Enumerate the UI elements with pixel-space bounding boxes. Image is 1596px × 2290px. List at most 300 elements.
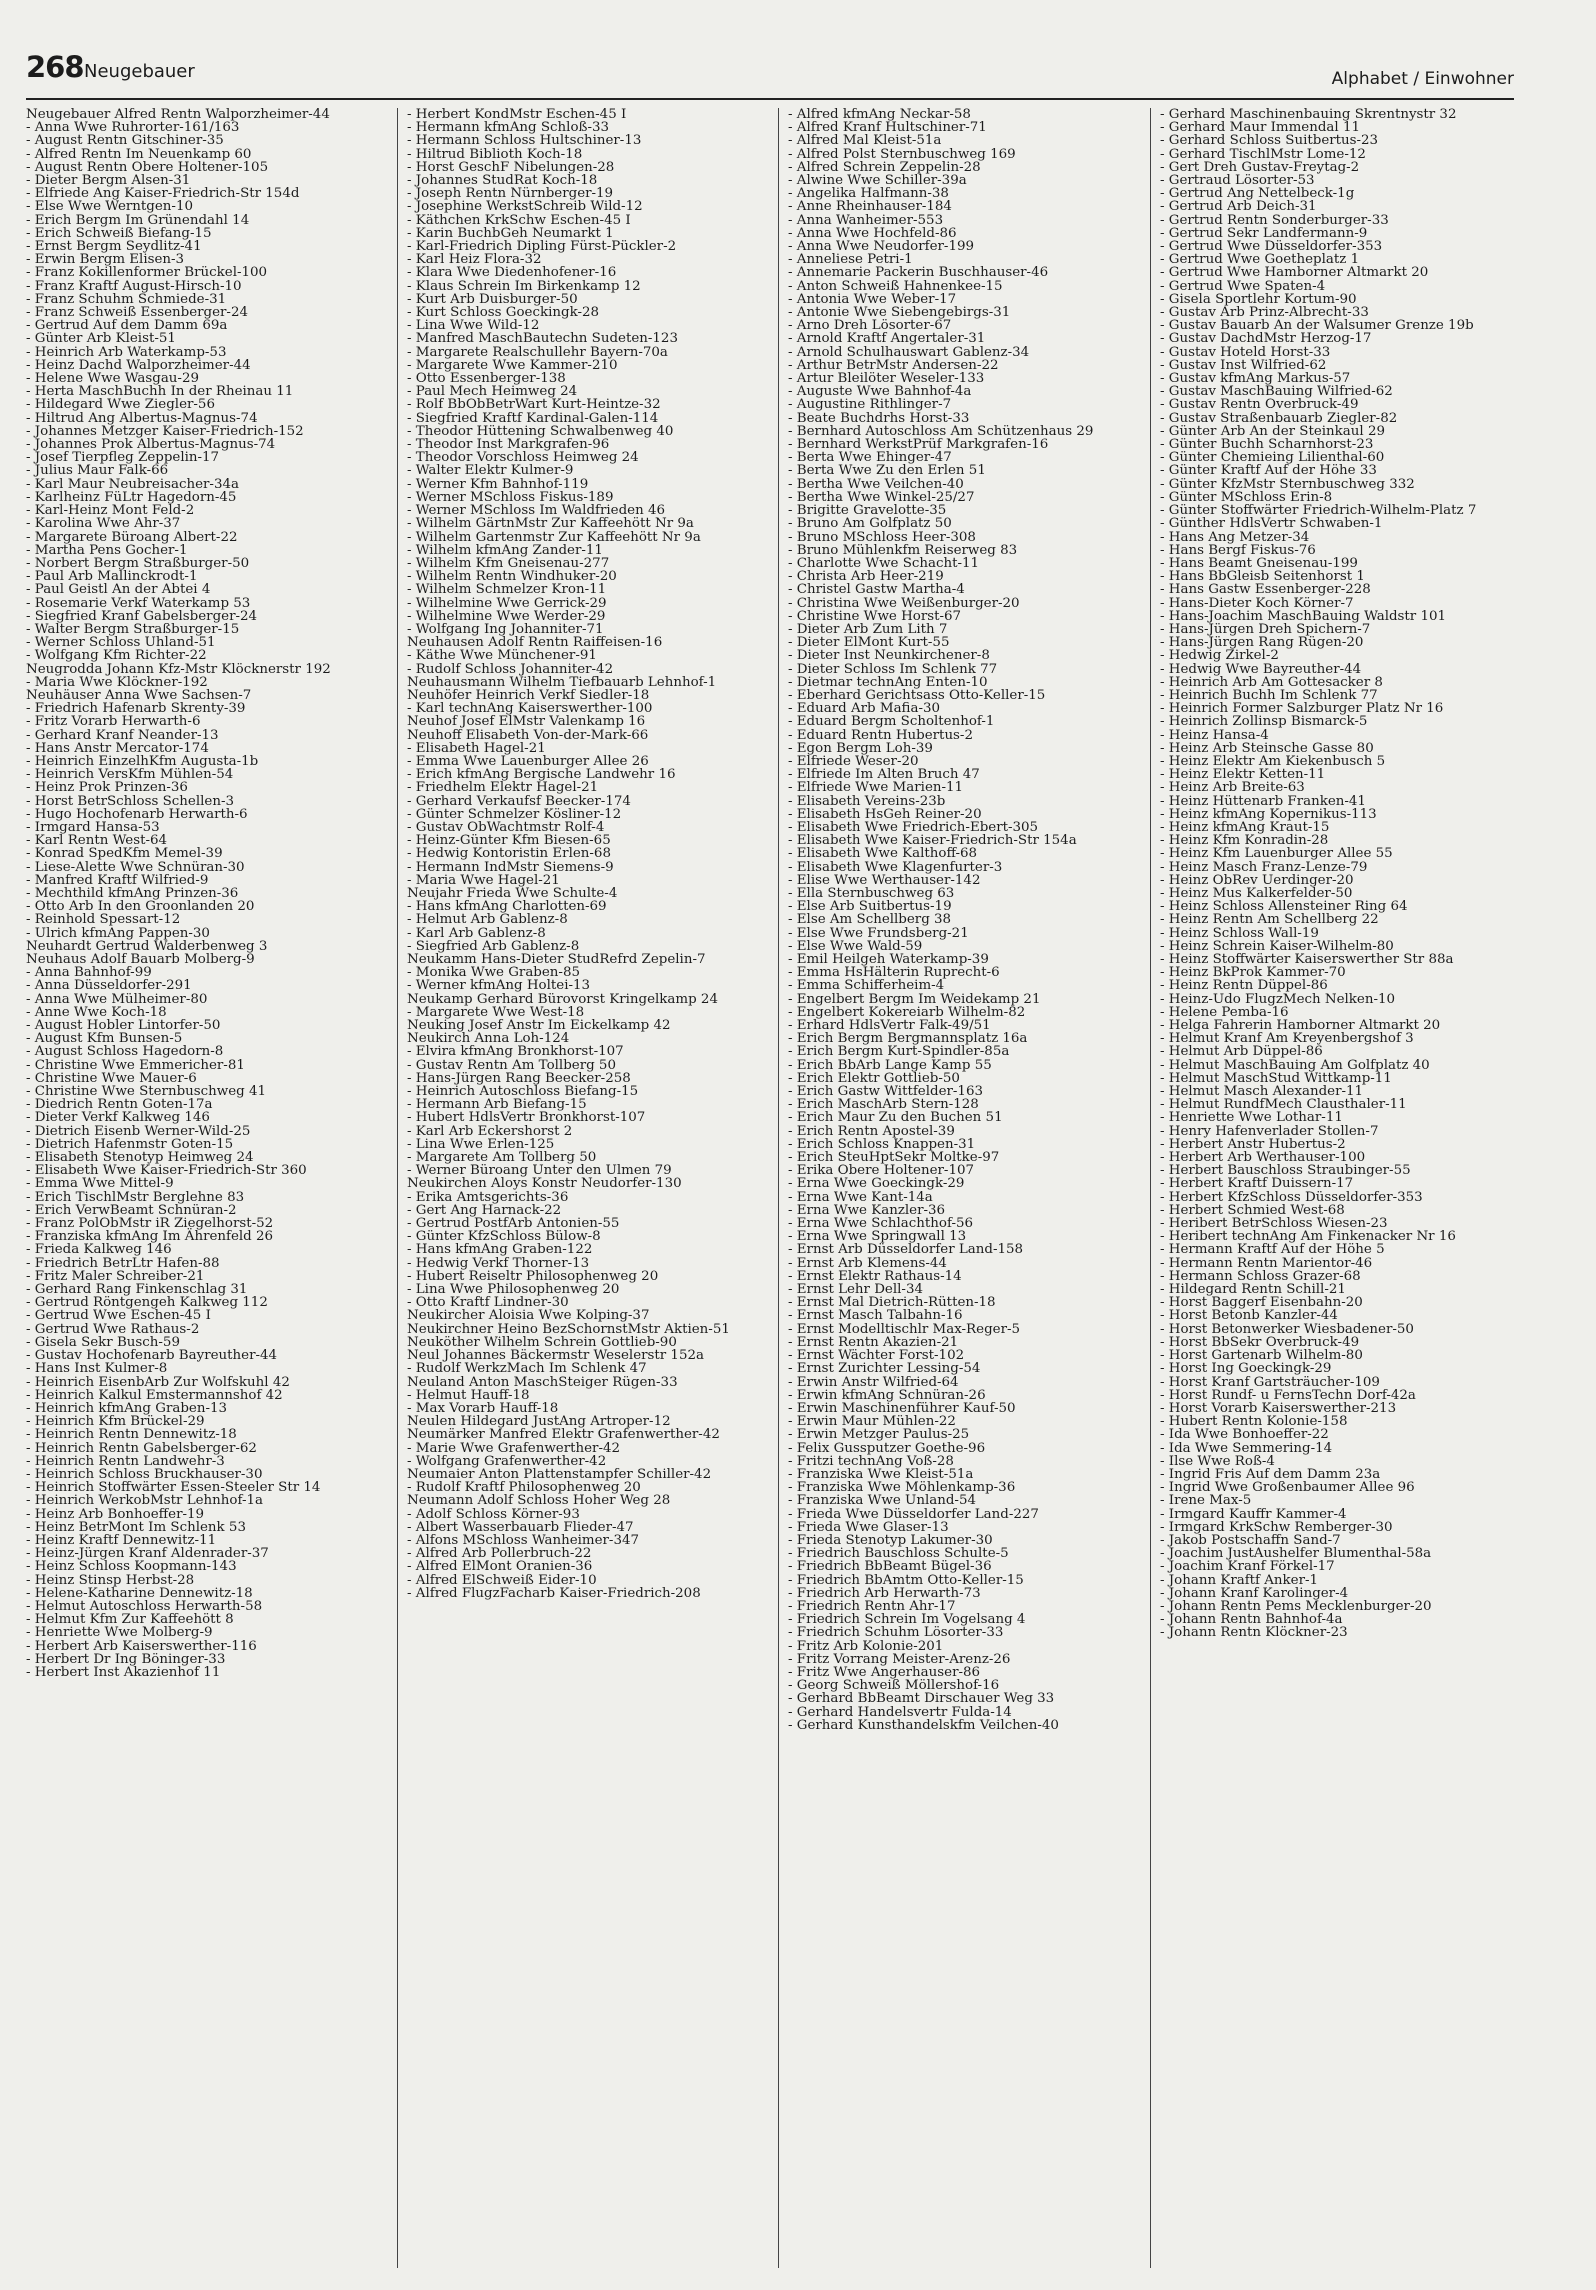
directory-entry: - Horst Baggerf Eisenbahn-20 [1160,1295,1363,1311]
directory-entry: - Heinz Schloss Wall-19 [1160,925,1319,941]
directory-entry: - Konrad SpedKfm Memel-39 [26,846,223,862]
running-head-name: Neugebauer [84,61,195,82]
directory-entry: - Hildegard Rentn Schill-21 [1160,1282,1346,1298]
directory-entry: - Wilhelm kfmAng Zander-11 [407,542,603,558]
directory-entry: - Erich Bergm Kurt-Spindler-85a [788,1044,1010,1060]
directory-entry: - Friedrich Bauschloss Schulte-5 [788,1546,1009,1562]
directory-entry: - Bertha Wwe Winkel-25/27 [788,489,975,505]
header-rule [26,98,1514,100]
directory-entry: - Herbert Dr Ing Böninger-33 [26,1651,226,1667]
directory-entry: - Horst BetrSchloss Schellen-3 [26,793,234,809]
column-divider [1150,108,1151,2268]
directory-entry: - Anneliese Petri-1 [788,252,913,268]
directory-entry: - Heinz Hansa-4 [1160,727,1269,743]
directory-entry: - Hans Anstr Mercator-174 [26,740,209,756]
directory-entry: - Heinrich Rentn Gabelsberger-62 [26,1440,257,1456]
directory-entry: - Manfred MaschBautechn Sudeten-123 [407,331,678,347]
directory-entry: - Erich Bergm Im Grünendahl 14 [26,212,250,228]
directory-entry: Neul Johannes Bäckermstr Weselerstr 152a [407,1348,704,1364]
directory-entry: - Ernst Arb Klemens-44 [788,1255,947,1271]
directory-entry: - Rudolf Schloss Johanniter-42 [407,661,614,677]
directory-entry: - Gertrud Wwe Hamborner Altmarkt 20 [1160,265,1429,281]
directory-entry: - Horst Rundf- u FernsTechn Dorf-42a [1160,1387,1416,1403]
directory-entry: - Gertrud Arb Deich-31 [1160,199,1317,215]
directory-entry: - Engelbert Bergm Im Weidekamp 21 [788,991,1041,1007]
directory-entry: - Arnold Schulhauswart Gablenz-34 [788,344,1030,360]
directory-entry: - Joachim Kranf Förkel-17 [1160,1559,1335,1575]
directory-entry: - Gustav kfmAng Markus-57 [1160,371,1351,387]
directory-entry: - Eberhard Gerichtsass Otto-Keller-15 [788,687,1046,703]
directory-entry: - Hermann Schloss Grazer-68 [1160,1268,1361,1284]
directory-entry: - Alfred kfmAng Neckar-58 [788,108,971,122]
directory-entry: - Engelbert Kokereiarb Wilhelm-82 [788,1004,1026,1020]
directory-entry: - Helmut MaschBauing Am Golfplatz 40 [1160,1057,1430,1073]
directory-entry: - Dieter Inst Neunkirchener-8 [788,648,990,664]
column-4 [1160,108,1526,2268]
directory-entry: - Friedrich Hafenarb Skrenty-39 [26,701,246,717]
directory-entry: - Antonie Wwe Siebengebirgs-31 [788,305,1011,321]
directory-entry: - Günter Schmelzer Kösliner-12 [407,806,622,822]
directory-entry: - Anna Bahnhof-99 [26,965,152,981]
directory-entry: - Wilhelm Schmelzer Kron-11 [407,582,607,598]
directory-entry: - Angelika Halfmann-38 [788,186,949,202]
directory-entry: - Herbert Kraftf Duissern-17 [1160,1176,1354,1192]
column-1 [26,108,392,2268]
directory-entry: - Dieter Schloss Im Schlenk 77 [788,661,998,677]
directory-entry: - Dieter ElMont Kurt-55 [788,635,950,651]
directory-entry: - Heinz BkProk Kammer-70 [1160,965,1346,981]
directory-entry: - Heinrich Rentn Landwehr-3 [26,1453,225,1469]
directory-entry: Neugebauer Alfred Rentn Walporzheimer-44 [26,108,330,122]
directory-entry: - Ernst Zurichter Lessing-54 [788,1361,981,1377]
directory-entry: - Hermann IndMstr Siemens-9 [407,859,614,875]
directory-entry: - Elisabeth Stenotyp Heimweg 24 [26,1150,254,1166]
directory-entry: - Erich Schloss Knappen-31 [788,1136,976,1152]
directory-entry: Neuköther Wilhelm Schrein Gottlieb-90 [407,1334,677,1350]
directory-entry: - Franz Schuhm Schmiede-31 [26,291,227,307]
directory-entry: - Else Am Schellberg 38 [788,912,952,928]
directory-entry: - Artur Bleilöter Weseler-133 [788,371,985,387]
directory-entry: - Anna Wwe Hochfeld-86 [788,225,957,241]
directory-entry: - Fritz Arb Kolonie-201 [788,1638,944,1654]
directory-entry: - Alfred Polst Sternbuschweg 169 [788,146,1016,162]
directory-entry: - Alwine Wwe Schiller-39a [788,173,967,189]
directory-entry: - Johann Rentn Bahnhof-4a [1160,1612,1343,1628]
directory-entry: - Elfriede Weser-20 [788,753,919,769]
directory-entry: - Erich Bergm Bergmannsplatz 16a [788,1031,1028,1047]
directory-entry: Neugrodda Johann Kfz-Mstr Klöcknerstr 192 [26,661,331,677]
directory-entry: - Lina Wwe Erlen-125 [407,1136,555,1152]
directory-entry: - Gerhard Maur Immendal 11 [1160,120,1360,136]
directory-entry: - Heinz Schloss Allensteiner Ring 64 [1160,899,1408,915]
directory-entry: - Heinz Kfm Konradin-28 [1160,833,1329,849]
directory-entry: - Hans kfmAng Charlotten-69 [407,899,607,915]
directory-entry: - Adolf Schloss Körner-93 [407,1506,580,1522]
directory-entry: - Gustav Rentn Am Tollberg 50 [407,1057,616,1073]
directory-entry: - Erich SteuHptSekr Moltke-97 [788,1150,1000,1166]
directory-entry: - Dietmar technAng Enten-10 [788,674,988,690]
directory-entry: - Erwin kfmAng Schnüran-26 [788,1387,986,1403]
directory-entry: - Heinrich Arb Waterkamp-53 [26,344,227,360]
directory-entry: - Erich BbArb Lange Kamp 55 [788,1057,992,1073]
directory-entry: - Marie Wwe Grafenwerther-42 [407,1440,621,1456]
directory-entry: - Fritz Vorrang Meister-Arenz-26 [788,1651,1011,1667]
directory-entry: - Charlotte Wwe Schacht-11 [788,555,980,571]
directory-entry: - Dietrich Eisenb Werner-Wild-25 [26,1123,251,1139]
directory-entry: - Heinrich Stoffwärter Essen-Steeler Str 14 [26,1480,321,1496]
directory-entry: - Rosemarie Verkf Waterkamp 53 [26,595,251,611]
directory-entry: - Anne Wwe Koch-18 [26,1004,167,1020]
column-2 [407,108,773,2268]
directory-entry: - Gerhard BbBeamt Dirschauer Weg 33 [788,1691,1055,1707]
directory-entry: - Emma Wwe Lauenburger Allee 26 [407,753,649,769]
directory-entry: - Erhard HdlsVertr Falk-49/51 [788,1018,991,1034]
directory-entry: - Horst Kranf Gartsträucher-109 [1160,1374,1380,1390]
directory-entry: - Franz PolObMstr iR Ziegelhorst-52 [26,1216,274,1232]
directory-entry: - Johann Rentn Pems Mecklenburger-20 [1160,1598,1432,1614]
directory-entry: - Heinz Dachd Walporzheimer-44 [26,357,251,373]
directory-entry: - Augustine Rithlinger-7 [788,397,952,413]
directory-entry: - Käthe Wwe Münchener-91 [407,648,597,664]
directory-entry: - Heinz BetrMont Im Schlenk 53 [26,1519,246,1535]
directory-entry: - Antonia Wwe Weber-17 [788,291,957,307]
directory-entry: - Dieter Bergm Alsen-31 [26,173,191,189]
directory-entry: - Ernst Rentn Akazien-21 [788,1334,959,1350]
directory-entry: - Heinrich Schloss Bruckhauser-30 [26,1466,263,1482]
directory-entry: - Erika Amtsgerichts-36 [407,1189,569,1205]
directory-entry: - Erna Wwe Schlachthof-56 [788,1216,974,1232]
directory-entry: - Ernst Lehr Dell-34 [788,1282,923,1298]
directory-entry: - Gustav Bauarb An der Walsumer Grenze 19b [1160,318,1474,334]
directory-entry: - Erich Schweiß Biefang-15 [26,225,212,241]
directory-entry: - Ernst Arb Düsseldorfer Land-158 [788,1242,1024,1258]
directory-entry: - Henriette Wwe Lothar-11 [1160,1110,1343,1126]
directory-entry: - Heinrich Kalkul Emstermannshof 42 [26,1387,283,1403]
directory-entry: - Erwin Maur Mühlen-22 [788,1414,956,1430]
directory-entry: - Ella Sternbuschweg 63 [788,885,955,901]
directory-entry: Neukirchner Heino BezSchornstMstr Aktien-51 [407,1321,730,1337]
directory-entry: - Manfred Kraftf Wilfried-9 [26,872,209,888]
directory-entry: - Herbert Arb Kaiserswerther-116 [26,1638,257,1654]
directory-entry: - Gertrud PostfArb Antonien-55 [407,1216,620,1232]
directory-entry: - Heinrich Kfm Brückel-29 [26,1414,205,1430]
directory-entry: - Else Wwe Frundsberg-21 [788,925,969,941]
directory-entry: - Heribert BetrSchloss Wiesen-23 [1160,1216,1388,1232]
directory-entry: - Heinrich Rentn Dennewitz-18 [26,1427,237,1443]
directory-entry: - Klaus Schrein Im Birkenkamp 12 [407,278,641,294]
directory-entry: - Wolfgang Grafenwerther-42 [407,1453,607,1469]
directory-entry: - Elvira kfmAng Bronkhorst-107 [407,1044,624,1060]
column-divider [778,108,779,2268]
directory-entry: - Heinz Masch Franz-Lenze-79 [1160,859,1368,875]
directory-entry: - Theodor Hüttening Schwalbenweg 40 [407,423,674,439]
directory-entry: - Elisabeth Wwe Friedrich-Ebert-305 [788,819,1039,835]
directory-entry: - Else Wwe Werntgen-10 [26,199,193,215]
directory-entry: - Karl Rentn West-64 [26,833,168,849]
directory-entry: - Erich kfmAng Bergische Landwehr 16 [407,767,676,783]
directory-entry: - Heinz kfmAng Kopernikus-113 [1160,806,1377,822]
directory-entry: - Johann Kraftf Anker-1 [1160,1572,1319,1588]
directory-entry: - Karl Heiz Flora-32 [407,252,542,268]
directory-entry: - Erna Wwe Goeckingk-29 [788,1176,965,1192]
directory-entry: - Heinrich EisenbArb Zur Wolfskuhl 42 [26,1374,290,1390]
directory-entry: - Heribert technAng Am Finkenacker Nr 16 [1160,1229,1456,1245]
directory-entry: - Berta Wwe Ehinger-47 [788,450,952,466]
directory-entry: - Jakob Postschaffn Sand-7 [1160,1532,1341,1548]
directory-entry: Neukircher Aloisia Wwe Kolping-37 [407,1308,650,1324]
directory-entry: - Franziska Wwe Möhlenkamp-36 [788,1480,1016,1496]
directory-entry: - Margarete Wwe Kammer-210 [407,357,618,373]
directory-entry: - Fritz Wwe Angerhauser-86 [788,1664,981,1680]
directory-entry: - Margarete Realschullehr Bayern-70a [407,344,668,360]
directory-entry: - Franziska Wwe Unland-54 [788,1493,976,1509]
directory-entry: - Franz Kraftf August-Hirsch-10 [26,278,242,294]
directory-entry: - Johannes StudRat Koch-18 [407,173,598,189]
directory-entry: - Eduard Arb Mafia-30 [788,701,941,717]
directory-entry: - Gisela Sportlehr Kortum-90 [1160,291,1357,307]
directory-entry: - Karl Arb Eckershorst 2 [407,1123,573,1139]
directory-entry: - Otto Arb In den Groonlanden 20 [26,899,255,915]
directory-entry: - Herbert KfzSchloss Düsseldorfer-353 [1160,1189,1423,1205]
directory-entry: - Heinrich EinzelhKfm Augusta-1b [26,753,259,769]
directory-entry: - Klara Wwe Diedenhofener-16 [407,265,617,281]
directory-entry: - Friedrich BetrLtr Hafen-88 [26,1255,220,1271]
directory-entry: - Johannes Prok Albertus-Magnus-74 [26,437,276,453]
directory-entry: - Helmut MaschStud Wittkamp-11 [1160,1070,1392,1086]
directory-entry: - Heinz-Jürgen Kranf Aldenrader-37 [26,1546,269,1562]
directory-entry: - Helmut Kranf Am Kreyenbergshof 3 [1160,1031,1414,1047]
directory-entry: - Bertha Wwe Veilchen-40 [788,476,964,492]
directory-entry: - Irmgard Kauffr Kammer-4 [1160,1506,1347,1522]
directory-entry: - Gertrud Auf dem Damm 69a [26,318,228,334]
directory-entry: - Christine Wwe Emmericher-81 [26,1057,245,1073]
directory-entry: - Hans Gastw Essenberger-228 [1160,582,1371,598]
directory-entry: - Heinz Arb Breite-63 [1160,780,1305,796]
directory-entry: - Helga Fahrerin Hamborner Altmarkt 20 [1160,1018,1441,1034]
directory-entry: - Ernst Masch Talbahn-16 [788,1308,963,1324]
directory-entry: - Horst Ing Goeckingk-29 [1160,1361,1332,1377]
directory-entry: - Diedrich Rentn Goten-17a [26,1097,213,1113]
directory-entry: - Erna Wwe Kant-14a [788,1189,933,1205]
directory-entry: - Gertrud Wwe Spaten-4 [1160,278,1326,294]
directory-entry: - Hedwig Wwe Bayreuther-44 [1160,661,1362,677]
directory-entry: - Siegfried Kraftf Kardinal-Galen-114 [407,410,659,426]
directory-entry: - Helmut Arb Gablenz-8 [407,912,568,928]
directory-entry: - Heinz Schloss Koopmann-143 [26,1559,237,1575]
directory-entry: Neumann Adolf Schloss Hoher Weg 28 [407,1493,671,1509]
directory-entry: - Erwin Maschinenführer Kauf-50 [788,1400,1016,1416]
directory-entry: - Werner MSchloss Fiskus-189 [407,489,614,505]
directory-entry: - Paul Arb Mallinckrodt-1 [26,569,198,585]
directory-entry: - Norbert Bergm Straßburger-50 [26,555,250,571]
directory-entry: - Elisabeth Wwe Kaiser-Friedrich-Str 360 [26,1163,307,1179]
directory-entry: - Gerhard Kranf Neander-13 [26,727,219,743]
directory-entry: - Rolf BbObBetrWart Kurt-Heintze-32 [407,397,661,413]
directory-entry: - Dieter Arb Zum Lith 7 [788,621,948,637]
directory-entry: - Hermann Kraftf Auf der Höhe 5 [1160,1242,1385,1258]
directory-entry: - Ingrid Fris Auf dem Damm 23a [1160,1466,1381,1482]
directory-entry: - Erna Wwe Kanzler-36 [788,1202,946,1218]
directory-entry: - Anna Wanheimer-553 [788,212,944,228]
directory-entry: - Erwin Bergm Elisen-3 [26,252,185,268]
directory-entry: - Wilhelm Kfm Gneisenau-277 [407,555,610,571]
directory-entry: - Helmut Arb Düppel-86 [1160,1044,1323,1060]
directory-entry: - Monika Wwe Graben-85 [407,965,580,981]
directory-entry: - Henriette Wwe Molberg-9 [26,1625,213,1641]
directory-entry: - Fritz Maler Schreiber-21 [26,1268,205,1284]
directory-entry: - Hubert HdlsVertr Bronkhorst-107 [407,1110,646,1126]
directory-entry: - Erich VerwBeamt Schnüran-2 [26,1202,237,1218]
directory-entry: - Max Vorarb Hauff-18 [407,1400,559,1416]
directory-entry: - Gustav Inst Wilfried-62 [1160,357,1327,373]
directory-entry: - Herta MaschBuchh In der Rheinau 11 [26,384,294,400]
directory-entry: Neuhaus Adolf Bauarb Molberg-9 [26,952,255,967]
directory-entry: - Ernst Modelltischlr Max-Reger-5 [788,1321,1021,1337]
directory-entry: - Frieda Wwe Düsseldorfer Land-227 [788,1506,1039,1522]
directory-entry: - Heinrich Arb Am Gottesacker 8 [1160,674,1383,690]
directory-entry: - Wilhelm GärtnMstr Zur Kaffeehött Nr 9a [407,516,694,532]
page-number: 268 [26,50,84,84]
directory-entry: - Herbert KondMstr Eschen-45 I [407,108,627,122]
directory-entry: - Hedwig Zirkel-2 [1160,648,1279,664]
directory-entry: - Alfred FlugzFacharb Kaiser-Friedrich-208 [407,1585,701,1601]
directory-entry: - Friedrich Schrein Im Vogelsang 4 [788,1612,1026,1628]
directory-entry: - Erich Maur Zu den Buchen 51 [788,1110,1003,1126]
directory-entry: - Erwin Anstr Wilfried-64 [788,1374,959,1390]
directory-entry: - Alfred Arb Pollerbruch-22 [407,1546,592,1562]
directory-entry: - Berta Wwe Zu den Erlen 51 [788,463,986,479]
directory-entry: - Horst Betonwerker Wiesbadener-50 [1160,1321,1414,1337]
directory-entry: - Lina Wwe Wild-12 [407,318,540,334]
directory-entry: - Bruno MSchloss Heer-308 [788,529,976,545]
directory-entry: - Herbert Inst Akazienhof 11 [26,1664,221,1680]
directory-entry: - Karin BuchbGeh Neumarkt 1 [407,225,614,241]
directory-entry: - Heinz Schrein Kaiser-Wilhelm-80 [1160,938,1394,954]
directory-entry: - Liese-Alette Wwe Schnüran-30 [26,859,245,875]
directory-entry: - Egon Bergm Loh-39 [788,740,933,756]
directory-entry: - Ernst Mal Dietrich-Rütten-18 [788,1295,996,1311]
directory-entry: Neulen Hildegard JustAng Artroper-12 [407,1414,671,1430]
directory-entry: - Günter MSchloss Erin-8 [1160,489,1333,505]
directory-entry: - Gustav MaschBauing Wilfried-62 [1160,384,1393,400]
directory-entry: - Ida Wwe Bonhoeffer-22 [1160,1427,1329,1443]
directory-entry: - Hermann Rentn Marientor-46 [1160,1255,1373,1271]
directory-entry: - Wilhelm Rentn Windhuker-20 [407,569,617,585]
directory-entry: - Gustav Hochofenarb Bayreuther-44 [26,1348,278,1364]
directory-entry: - Gustav DachdMstr Herzog-17 [1160,331,1372,347]
directory-entry: - Friedrich Schuhm Lösorter-33 [788,1625,1004,1641]
column-3 [788,108,1154,2268]
directory-entry: - Hans Inst Kulmer-8 [26,1361,168,1377]
directory-entry: - Karl-Friedrich Dipling Fürst-Pückler-2 [407,239,677,255]
directory-entry: - Günter KfzSchloss Bülow-8 [407,1229,601,1245]
directory-entry: - Frieda Wwe Glaser-13 [788,1519,949,1535]
directory-entry: - Otto Kraftf Lindner-30 [407,1295,569,1311]
directory-entry: - Georg Schweiß Möllershof-16 [788,1678,1000,1694]
directory-entry: - Walter Bergm Straßburger-15 [26,621,240,637]
page-header [26,50,1514,96]
directory-entry: - Hans-Jürgen Rang Beecker-258 [407,1070,631,1086]
directory-entry: - Gustav Arb Prinz-Albrecht-33 [1160,305,1369,321]
directory-entry: - Kurt Arb Duisburger-50 [407,291,578,307]
directory-entry: - Gertrud Rentn Sonderburger-33 [1160,212,1389,228]
directory-entry: - Gertrud Wwe Goetheplatz 1 [1160,252,1360,268]
directory-entry: - Elfriede Ang Kaiser-Friedrich-Str 154d [26,186,300,202]
directory-entry: Neujahr Frieda Wwe Schulte-4 [407,885,618,901]
directory-entry: - Heinz Rentn Düppel-86 [1160,978,1328,994]
directory-entry: - Eduard Bergm Scholtenhof-1 [788,714,995,730]
directory-entry: - Johann Kranf Karolinger-4 [1160,1585,1349,1601]
directory-entry: - Erich MaschArb Stern-128 [788,1097,979,1113]
directory-entry: - Henry Hafenverlader Stollen-7 [1160,1123,1379,1139]
directory-entry: - Elisabeth Wwe Kaiser-Friedrich-Str 154a [788,833,1077,849]
directory-entry: - August Schloss Hagedorn-8 [26,1044,224,1060]
directory-entry: - Dieter Verkf Kalkweg 146 [26,1110,210,1126]
directory-entry: - Heinz Rentn Am Schellberg 22 [1160,912,1379,928]
directory-entry: - Günter KfzMstr Sternbuschweg 332 [1160,476,1415,492]
directory-entry: - Maria Wwe Hagel-21 [407,872,560,888]
directory-entry: - Hans kfmAng Graben-122 [407,1242,593,1258]
directory-entry: - Gerhard Maschinenbauing Skrentnystr 32 [1160,108,1457,122]
directory-entry: - Gertrud Wwe Eschen-45 I [26,1308,211,1324]
directory-entry: - Günther HdlsVertr Schwaben-1 [1160,516,1383,532]
directory-entry: - Hugo Hochofenarb Herwarth-6 [26,806,248,822]
directory-entry: - Fritzi technAng Voß-28 [788,1453,954,1469]
directory-entry: - Alfred Schrein Zeppelin-28 [788,159,981,175]
directory-entry: - Gertrud Sekr Landfermann-9 [1160,225,1368,241]
directory-entry: - Friedrich Arb Herwarth-73 [788,1585,981,1601]
directory-entry: - Heinz Elektr Ketten-11 [1160,767,1326,783]
directory-entry: - Helene Pemba-16 [1160,1004,1289,1020]
directory-entry: - Hiltrud Ang Albertus-Magnus-74 [26,410,258,426]
directory-entry: - Elfriede Im Alten Bruch 47 [788,767,980,783]
directory-entry: - Elise Wwe Werthauser-142 [788,872,981,888]
directory-entry: - Julius Maur Falk-66 [26,463,169,479]
directory-entry: - Christina Wwe Weißenburger-20 [788,595,1020,611]
directory-entry: - Wilhelmine Wwe Werder-29 [407,608,606,624]
directory-entry: - Helmut Hauff-18 [407,1387,530,1403]
directory-entry: - Gerhard Schloss Suitbertus-23 [1160,133,1379,149]
directory-entry: Neuhoff Elisabeth Von-der-Mark-66 [407,727,649,743]
directory-entry: - Annemarie Packerin Buschhauser-46 [788,265,1049,281]
directory-entry: - Christa Arb Heer-219 [788,569,944,585]
directory-entry: - Hans Ang Metzer-34 [1160,529,1310,545]
directory-entry: - Heinrich Buchh Im Schlenk 77 [1160,687,1378,703]
directory-entry: - Heinz Kfm Lauenburger Allee 55 [1160,846,1393,862]
directory-entry: - Bernhard WerkstPrüf Markgrafen-16 [788,437,1049,453]
directory-entry: - Heinz Arb Steinsche Gasse 80 [1160,740,1374,756]
directory-entry: - Eduard Rentn Hubertus-2 [788,727,973,743]
directory-entry: - Helmut RundfMech Clausthaler-11 [1160,1097,1407,1113]
directory-entry: - Erich Gastw Wittfelder-163 [788,1084,983,1100]
column-divider [397,108,398,2268]
directory-entry: - Gertrud Wwe Düsseldorfer-353 [1160,239,1383,255]
directory-entry: - Werner Büroang Unter den Ulmen 79 [407,1163,672,1179]
directory-entry: Neuhausmann Wilhelm Tiefbauarb Lehnhof-1 [407,674,717,690]
directory-entry: - Arnold Kraftf Angertaler-31 [788,331,986,347]
directory-entry: - Joachim JustAushelfer Blumenthal-58a [1160,1546,1432,1562]
directory-entry: - Felix Gussputzer Goethe-96 [788,1440,986,1456]
directory-entry: - Alfred Mal Kleist-51a [788,133,942,149]
directory-entry: - Hermann kfmAng Schloß-33 [407,120,610,136]
directory-entry: - Kurt Schloss Goeckingk-28 [407,305,600,321]
directory-entry: - Ernst Bergm Seydlitz-41 [26,239,202,255]
directory-entry: - Günter Stoffwärter Friedrich-Wilhelm-Platz 7 [1160,503,1477,519]
directory-entry: - Hermann Schloss Hultschiner-13 [407,133,642,149]
directory-entry: - August Rentn Gitschiner-35 [26,133,224,149]
directory-entry: - Alfons MSchloss Wanheimer-347 [407,1532,640,1548]
directory-entry: - Heinrich Autoschloss Biefang-15 [407,1084,639,1100]
